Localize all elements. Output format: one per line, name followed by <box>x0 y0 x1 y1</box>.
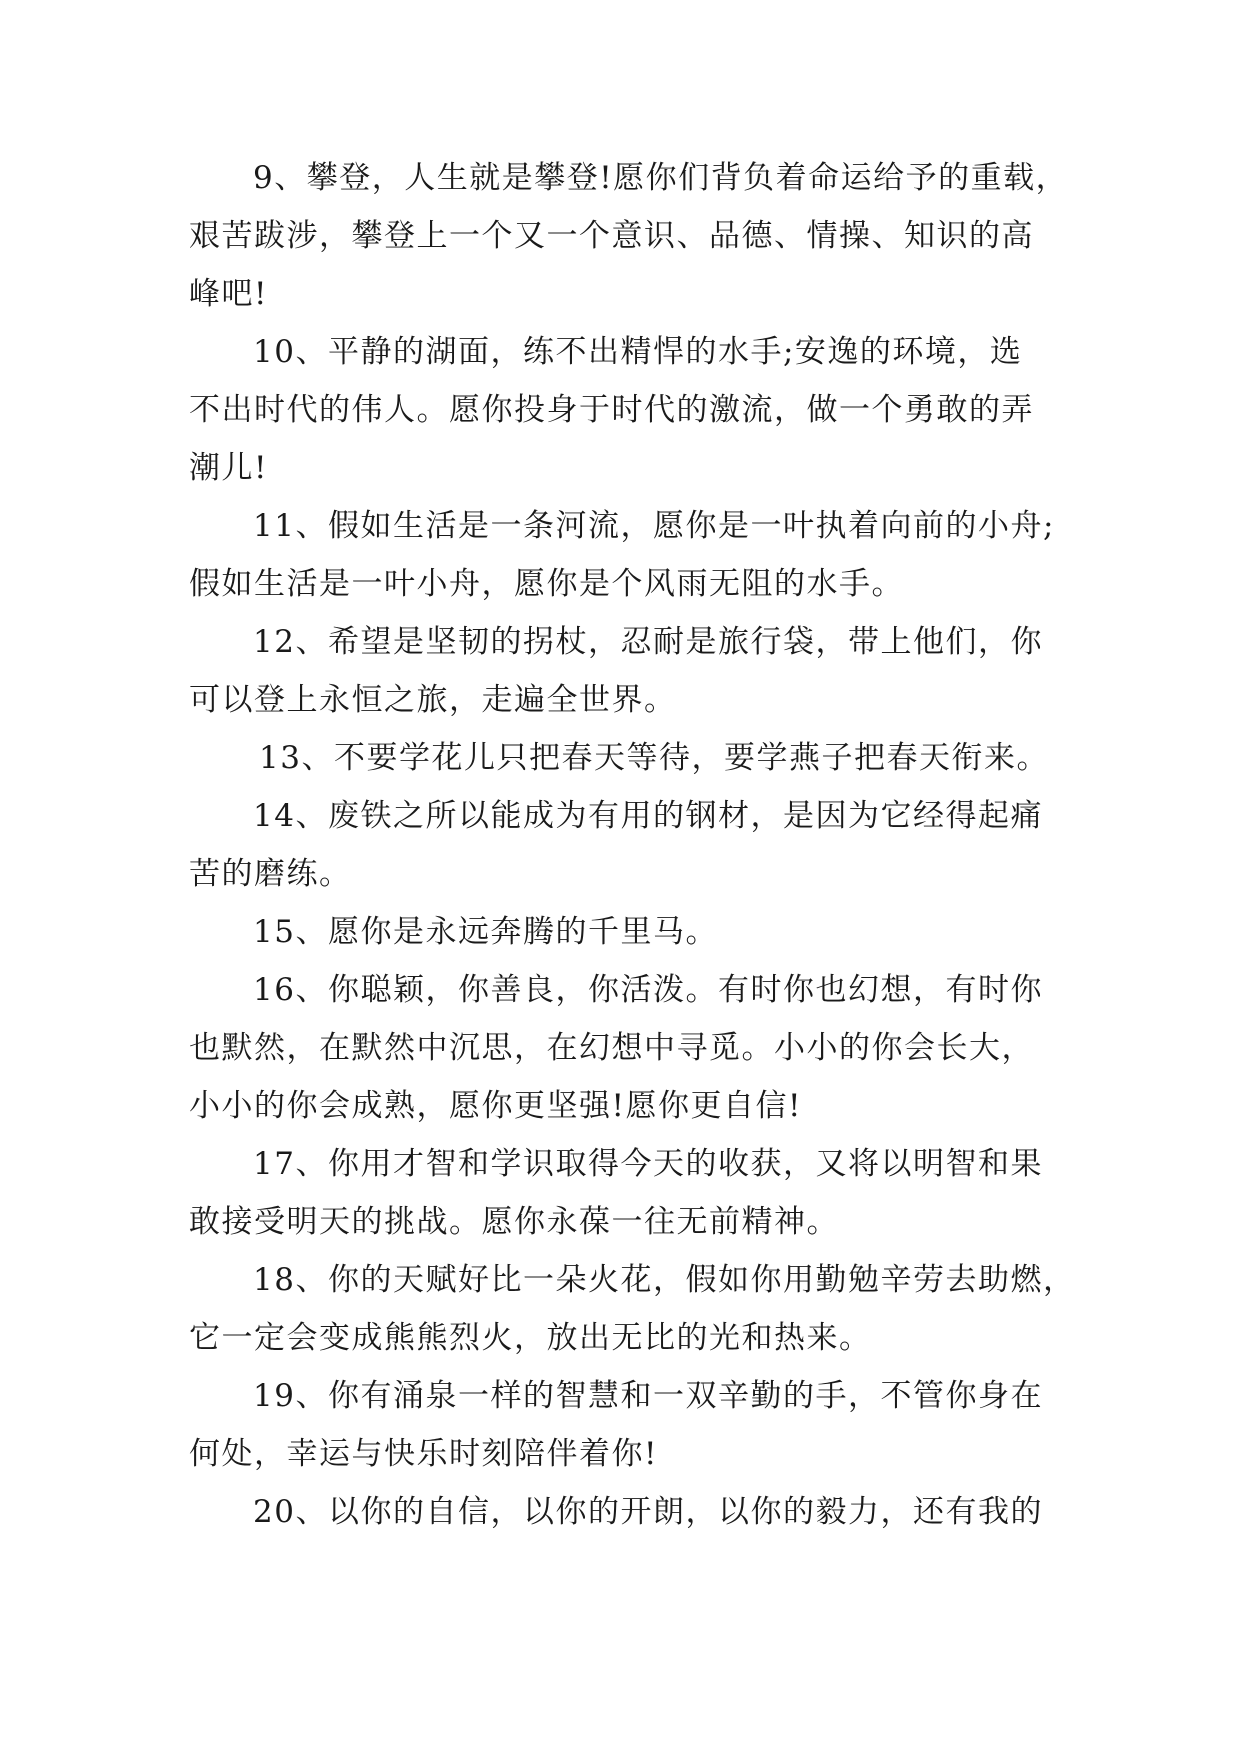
paragraph-11-line-1: 11、假如生活是一条河流，愿你是一叶执着向前的小舟; <box>253 508 1055 544</box>
paragraph-18-line-2: 它一定会变成熊熊烈火，放出无比的光和热来。 <box>189 1320 872 1356</box>
paragraph-15-line-1: 15、愿你是永远奔腾的千里马。 <box>253 914 718 950</box>
paragraph-10-line-2: 不出时代的伟人。愿你投身于时代的激流，做一个勇敢的弄 <box>189 392 1034 428</box>
paragraph-14-line-2: 苦的磨练。 <box>189 856 352 892</box>
paragraph-9-line-2: 艰苦跋涉，攀登上一个又一个意识、品德、情操、知识的高 <box>189 218 1034 254</box>
paragraph-12-line-2: 可以登上永恒之旅，走遍全世界。 <box>189 682 677 718</box>
paragraph-17-line-2: 敢接受明天的挑战。愿你永葆一往无前精神。 <box>189 1204 839 1240</box>
paragraph-16-line-1: 16、你聪颖，你善良，你活泼。有时你也幻想，有时你 <box>253 972 1043 1008</box>
paragraph-19-line-2: 何处，幸运与快乐时刻陪伴着你! <box>189 1436 658 1472</box>
paragraph-14-line-1: 14、废铁之所以能成为有用的钢材，是因为它经得起痛 <box>253 798 1043 834</box>
paragraph-13-line-1: 13、不要学花儿只把春天等待，要学燕子把春天衔来。 <box>259 740 1049 776</box>
paragraph-9-line-3: 峰吧! <box>189 276 268 312</box>
paragraph-10-line-1: 10、平静的湖面，练不出精悍的水手;安逸的环境，选 <box>253 334 1023 370</box>
paragraph-16-line-3: 小小的你会成熟，愿你更坚强!愿你更自信! <box>189 1088 802 1124</box>
paragraph-19-line-1: 19、你有涌泉一样的智慧和一双辛勤的手，不管你身在 <box>253 1378 1043 1414</box>
paragraph-16-line-2: 也默然，在默然中沉思，在幻想中寻觅。小小的你会长大， <box>189 1030 1034 1066</box>
paragraph-17-line-1: 17、你用才智和学识取得今天的收获，又将以明智和果 <box>253 1146 1043 1182</box>
paragraph-9-line-1: 9、攀登，人生就是攀登!愿你们背负着命运给予的重载， <box>253 160 1069 196</box>
paragraph-20-line-1: 20、以你的自信，以你的开朗，以你的毅力，还有我的 <box>253 1494 1043 1530</box>
paragraph-18-line-1: 18、你的天赋好比一朵火花，假如你用勤勉辛劳去助燃， <box>253 1262 1076 1298</box>
paragraph-12-line-1: 12、希望是坚韧的拐杖，忍耐是旅行袋，带上他们，你 <box>253 624 1043 660</box>
paragraph-10-line-3: 潮儿! <box>189 450 268 486</box>
paragraph-11-line-2: 假如生活是一叶小舟，愿你是个风雨无阻的水手。 <box>189 566 904 602</box>
